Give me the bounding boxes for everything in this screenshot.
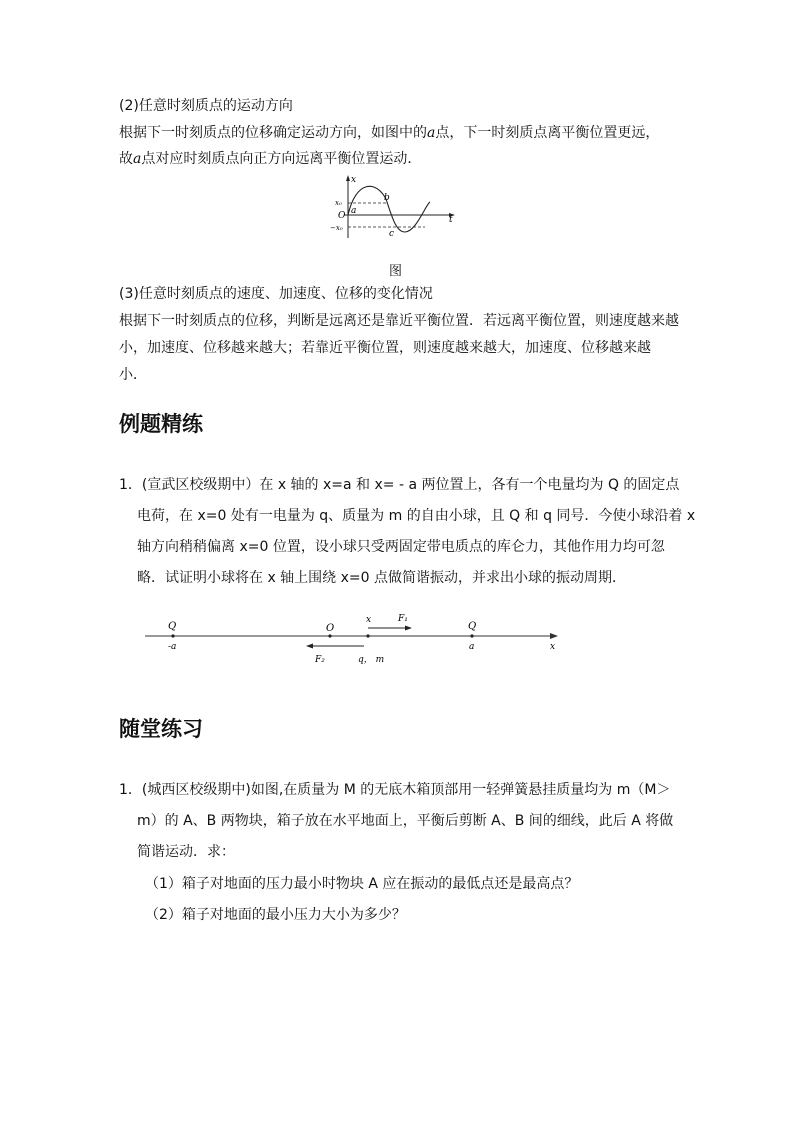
practice-line: 简谐运动．求： — [137, 844, 235, 860]
section3-line: 小，加速度、位移越来越大；若靠近平衡位置，则速度越来越大，加速度、位移越来越 — [119, 340, 651, 356]
section3-title: (3)任意时刻质点的速度、加速度、位移的变化情况 — [119, 286, 433, 302]
section2-line2a-text: 故 — [119, 151, 133, 167]
example-line: 电荷，在 x=0 处有一电量为 q、质量为 m 的自由小球，且 Q 和 q 同号．今使小球沿着 x — [137, 508, 696, 524]
point-a-ref-2: a — [133, 151, 142, 167]
displacement-time-graph — [330, 172, 460, 242]
t-axis-label: t — [449, 215, 453, 225]
neg-x0-label: −x₀ — [330, 224, 343, 232]
section2-line2 — [119, 149, 421, 169]
example-line: 轴方向稍稍偏离 x=0 位置，设小球只受两固定带电质点的库仑力，其他作用力均可忽 — [137, 539, 665, 555]
practice-line: m）的 A、B 两物块，箱子放在水平地面上，平衡后剪断 A、B 间的细线，此后 A 将做 — [137, 813, 674, 829]
section2-line1-text: 根据下一时刻质点的位移确定运动方向，如图中的 — [119, 125, 427, 141]
neg-a-label: -a — [168, 642, 177, 652]
section2-line2b-text: 点对应时刻质点向正方向远离平衡位置运动． — [141, 151, 422, 167]
point-a-ref: a — [427, 125, 436, 141]
force-f1-label: F₁ — [398, 614, 408, 624]
example-line: 1．(宣武区校级期中）在 x 轴的 x=a 和 x= - a 两位置上，各有一个电量均为 Q 的固定点 — [119, 477, 680, 493]
section3-line: 小． — [119, 367, 147, 383]
example-line: 略．试证明小球将在 x 轴上围绕 x=0 点做简谐振动，并求出小球的振动周期． — [137, 570, 627, 586]
force-f2-label: F₂ — [315, 655, 325, 665]
x-axis-label: x — [351, 175, 357, 185]
section2-line1 — [119, 123, 659, 143]
displacement-x-label: x — [366, 615, 372, 625]
x0-label: x₀ — [335, 199, 342, 207]
charges-on-axis-diagram — [140, 610, 570, 668]
practice-question-1: （1）箱子对地面的压力最小时物块 A 应在振动的最低点还是最高点？ — [145, 876, 579, 892]
example-heading: 例题精练 — [119, 412, 203, 436]
point-c-label: c — [389, 229, 395, 239]
practice-line: 1．(城西区校级期中)如图,在质量为 M 的无底木箱顶部用一轻弹簧悬挂质量均为 m（M＞ — [119, 782, 671, 798]
point-a-label: a — [351, 206, 357, 216]
a-position-label: a — [469, 642, 475, 652]
charge-q-left-label: Q — [168, 621, 177, 632]
point-b-label: b — [384, 193, 390, 203]
practice-heading: 随堂练习 — [119, 717, 203, 741]
section2-line1b-text: 点，下一时刻质点离平衡位置更远， — [435, 125, 660, 141]
figure-caption: 图 — [389, 264, 403, 279]
q-m-label: q， m — [358, 655, 385, 665]
section2-title: (2)任意时刻质点的运动方向 — [119, 98, 293, 114]
charge-q-right-label: Q — [468, 621, 477, 632]
section3-line: 根据下一时刻质点的位移，判断是远离还是靠近平衡位置．若远离平衡位置，则速度越来越 — [119, 313, 679, 329]
origin-label: O — [338, 211, 346, 221]
origin-o-label: O — [326, 623, 335, 634]
x-axis-end-label: x — [550, 642, 556, 652]
practice-question-2: （2）箱子对地面的最小压力大小为多少？ — [145, 907, 406, 923]
